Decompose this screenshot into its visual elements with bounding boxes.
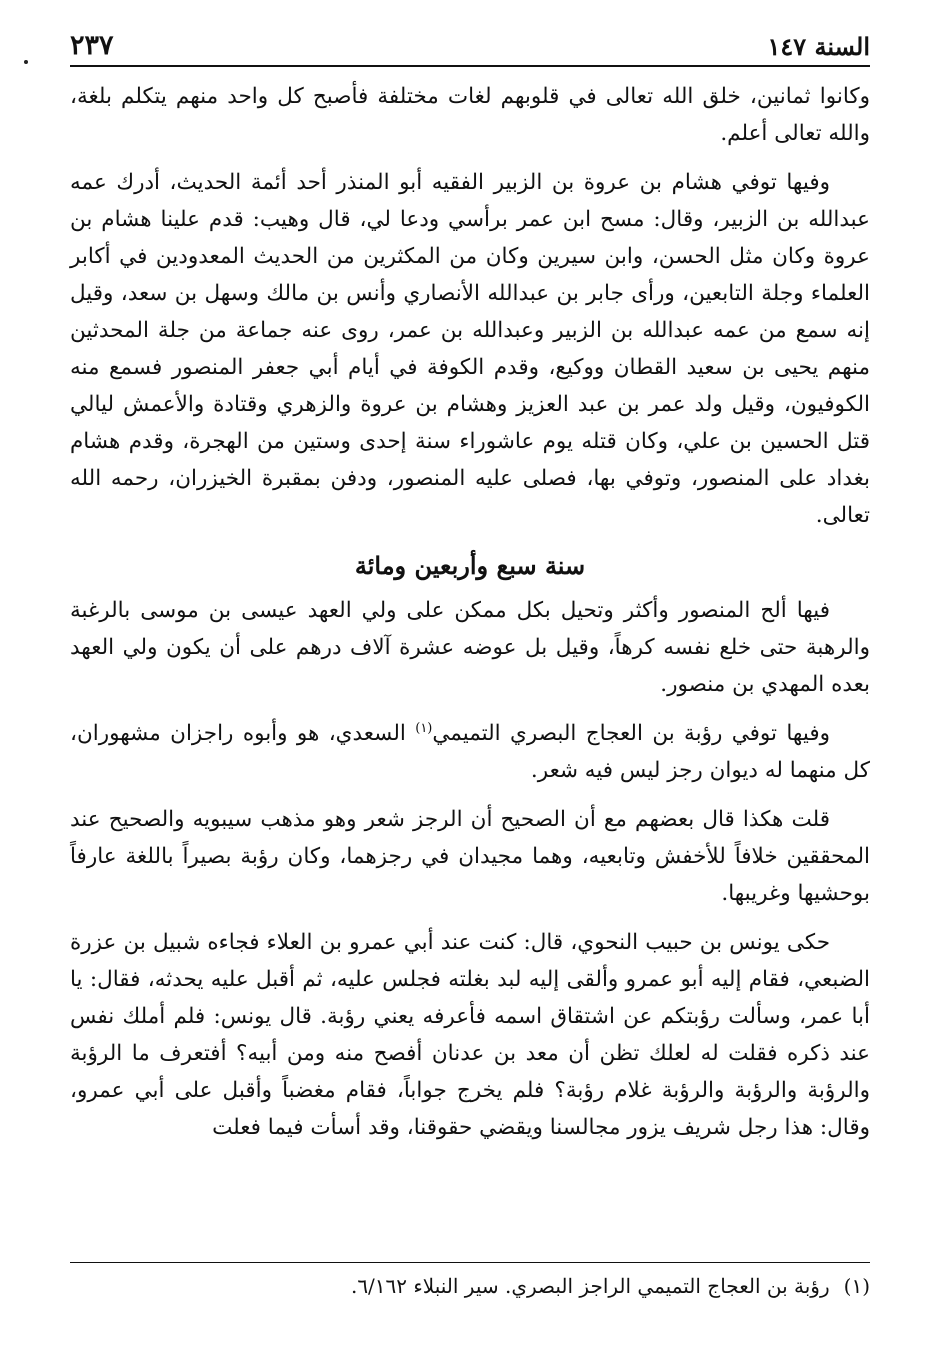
main-text: [70, 78, 870, 1158]
paragraph-ruba: [70, 715, 870, 789]
footnote-marker: (١): [843, 1274, 870, 1298]
paragraph-mansur-succession: فيها ألح المنصور وأكثر وتحيل بكل ممكن على ولي العهد عيسى بن موسى بالرغبة والرهبة حتى خلع نفسه كرهاً، وقيل بل عوضه عشرة آلاف درهم على أن يكون ولي العهد بعده المهدي بن منصور.: [70, 598, 870, 697]
running-title: السنة ١٤٧: [767, 32, 870, 61]
margin-dot: [24, 60, 28, 64]
paragraph-continuation: وكانوا ثمانين، خلق الله تعالى في قلوبهم لغات مختلفة فأصبح كل واحد منهم يتكلم بلغة، والله تعالى أعلم.: [70, 84, 870, 146]
paragraph-rajaz-note: قلت هكذا قال بعضهم مع أن الصحيح أن الرجز شعر وهو مذهب سيبويه والصحيح عند المحققين خلافاً للأخفش وتابعيه، وهما مجيدان في رجزهما، وكان رؤبة بصيراً باللغة عارفاً بوحشيها وغريبها.: [70, 807, 870, 906]
page-header: [70, 30, 870, 66]
footnote-reference[interactable]: (١): [415, 720, 433, 736]
paragraph-hisham-ibn-urwa: وفيها توفي هشام بن عروة بن الزبير الفقيه أبو المنذر أحد أئمة الحديث، أدرك عمه عبدالله بن الزبير، وقال: مسح ابن عمر برأسي ودعا لي، قال وهيب: قدم علينا هشام بن عروة وكان مثل الحسن، وابن سيرين وكان من المكثرين من الحديث المعدودين في أكابر العلماء وجلة التابعين، ورأى جابر بن عبدالله الأنصاري وأنس بن مالك وسهل بن سعد، وقيل إنه سمع من عمه عبدالله بن الزبير وعبدالله بن عمر، روى عنه جماعة من جلة المحدثين منهم يحيى بن سعيد القطان ووكيع، وقدم الكوفة في أيام أبي جعفر المنصور فسمع منه الكوفيون، وقيل ولد عمر بن عبد العزيز وهشام بن عروة والزهري وقتادة والأعمش ليالي قتل الحسين بن علي، وكان قتله يوم عاشوراء سنة إحدى وستين من الهجرة، وقدم هشام بغداد على المنصور، وتوفي بها، فصلى عليه المنصور، ودفن بمقبرة الخيزران، رحمه الله تعالى.: [70, 170, 870, 528]
section-heading: سنة سبع وأربعين ومائة: [354, 551, 586, 580]
page-number: ٢٣٧: [70, 30, 114, 61]
ruba-text-start: وفيها توفي رؤبة بن العجاج البصري التميمي: [432, 721, 830, 746]
header-rule: [70, 65, 870, 67]
footnote-text: رؤبة بن العجاج التميمي الراجز البصري. سير النبلاء ٦/١٦٢.: [350, 1274, 830, 1298]
ruba-text-end: السعدي، هو وأبوه راجزان مشهوران، كل منهما له ديوان رجز ليس فيه شعر.: [70, 721, 870, 783]
footnote-rule: [70, 1262, 870, 1263]
paragraph-yunus-story: حكى يونس بن حبيب النحوي، قال: كنت عند أبي عمرو بن العلاء فجاءه شبيل بن عزرة الضبعي، فقام إليه أبو عمرو وألقى إليه لبد بغلته فجلس عليه، ثم أقبل عليه يحدثه، فقال: يا أبا عمر، وسألت رؤبتكم عن اشتقاق اسمه فأعرفه يعني رؤبة. قال يونس: فلم أملك نفس عند ذكره فقلت له لعلك تظن أن معد بن عدنان أفصح منه ومن أبيه؟ أفتعرف ما الرؤبة والرؤبة والرؤبة والرؤبة غلام رؤبة؟ فلم يخرج جواباً، فقام مغضباً وأقبل على أبي عمرو، وقال: هذا رجل شريف يزور مجالسنا ويقضي حقوقنا، وقد أسأت فيما فعلت: [70, 930, 870, 1140]
footnote: [70, 1270, 870, 1302]
